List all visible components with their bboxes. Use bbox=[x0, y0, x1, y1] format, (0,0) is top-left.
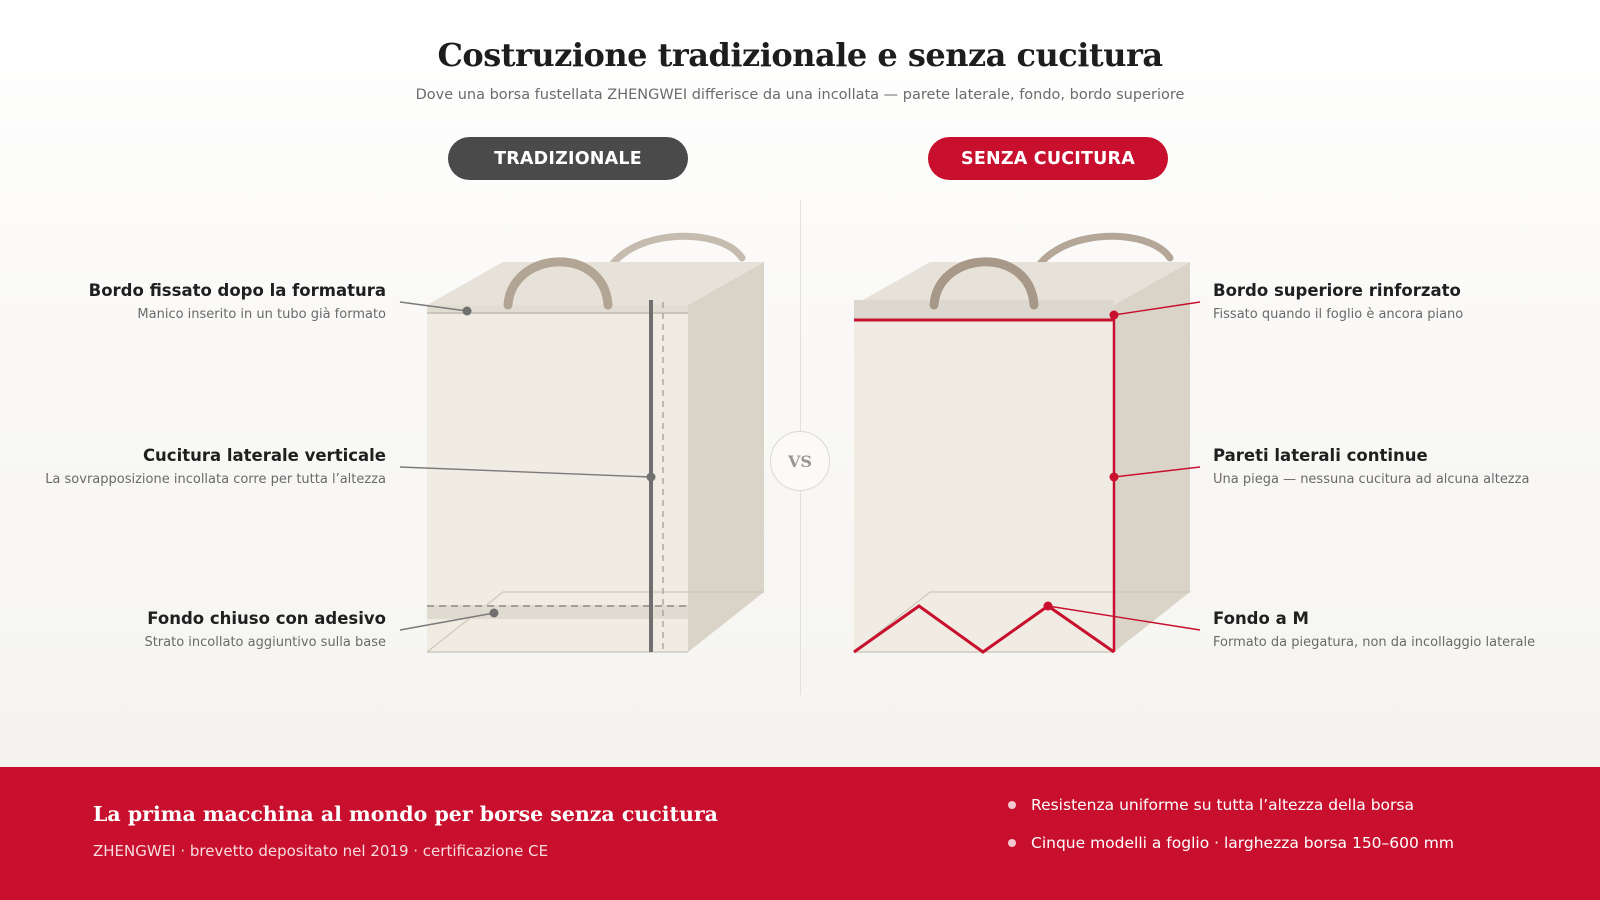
seamless-bag-side bbox=[1114, 262, 1190, 652]
traditional-label: TRADIZIONALE bbox=[448, 137, 688, 180]
annotation-desc: Una piega — nessuna cucitura ad alcuna altezza bbox=[1213, 472, 1530, 487]
traditional-seam-marker bbox=[647, 473, 656, 482]
traditional-bag bbox=[400, 236, 764, 652]
annotation-title: Bordo superiore rinforzato bbox=[1213, 281, 1461, 300]
footer-title: La prima macchina al mondo per borse senza cucitura bbox=[93, 802, 718, 826]
page-subtitle: Dove una borsa fustellata ZHENGWEI differisce da una incollata — parete laterale, fondo, bordo superiore bbox=[415, 87, 1185, 103]
vs-badge: VS bbox=[770, 431, 830, 491]
seamless-bag bbox=[854, 236, 1200, 652]
seamless-annotation-walls bbox=[1213, 446, 1593, 488]
footer-banner bbox=[0, 767, 1600, 900]
seamless-annotation-bottom bbox=[1213, 609, 1593, 651]
traditional-glue-strip bbox=[427, 605, 688, 619]
seamless-rim-marker bbox=[1110, 311, 1119, 320]
bullet-dot-icon bbox=[1008, 801, 1016, 809]
seamless-bag-front bbox=[854, 305, 1114, 652]
bullet-dot-icon bbox=[1008, 839, 1016, 847]
footer-feature-item bbox=[1008, 795, 1454, 833]
footer-feature-text: Resistenza uniforme su tutta l’altezza della borsa bbox=[1031, 796, 1414, 814]
footer-feature-item bbox=[1008, 833, 1454, 871]
traditional-annotation-bottom bbox=[6, 609, 386, 651]
annotation-desc: La sovrapposizione incollata corre per tutta l’altezza bbox=[45, 472, 386, 487]
page-title: Costruzione tradizionale e senza cucitura bbox=[437, 36, 1163, 74]
annotation-title: Fondo a M bbox=[1213, 609, 1309, 628]
annotation-title: Cucitura laterale verticale bbox=[142, 446, 386, 465]
footer-subtitle: ZHENGWEI · brevetto depositato nel 2019 · certificazione CE bbox=[93, 842, 549, 860]
traditional-annotation-rim bbox=[6, 281, 386, 323]
annotation-desc: Formato da piegatura, non da incollaggio laterale bbox=[1213, 635, 1536, 650]
seamless-label: SENZA CUCITURA bbox=[928, 137, 1168, 180]
seamless-bottom-marker bbox=[1044, 602, 1053, 611]
footer-features bbox=[1008, 795, 1454, 871]
annotation-title: Fondo chiuso con adesivo bbox=[147, 609, 386, 628]
seamless-fold-marker bbox=[1110, 473, 1119, 482]
annotation-desc: Fissato quando il foglio è ancora piano bbox=[1213, 307, 1464, 322]
footer-feature-text: Cinque modelli a foglio · larghezza borsa 150–600 mm bbox=[1031, 834, 1455, 852]
traditional-annotation-seam bbox=[6, 446, 386, 488]
annotation-title: Bordo fissato dopo la formatura bbox=[88, 281, 386, 300]
annotation-desc: Manico inserito in un tubo già formato bbox=[137, 307, 386, 322]
traditional-bag-side bbox=[688, 262, 764, 652]
annotation-title: Pareti laterali continue bbox=[1213, 446, 1428, 465]
traditional-bottom-marker bbox=[490, 609, 499, 618]
traditional-rim-marker bbox=[463, 307, 472, 316]
seamless-annotation-rim bbox=[1213, 281, 1593, 323]
annotation-desc: Strato incollato aggiuntivo sulla base bbox=[144, 635, 386, 650]
